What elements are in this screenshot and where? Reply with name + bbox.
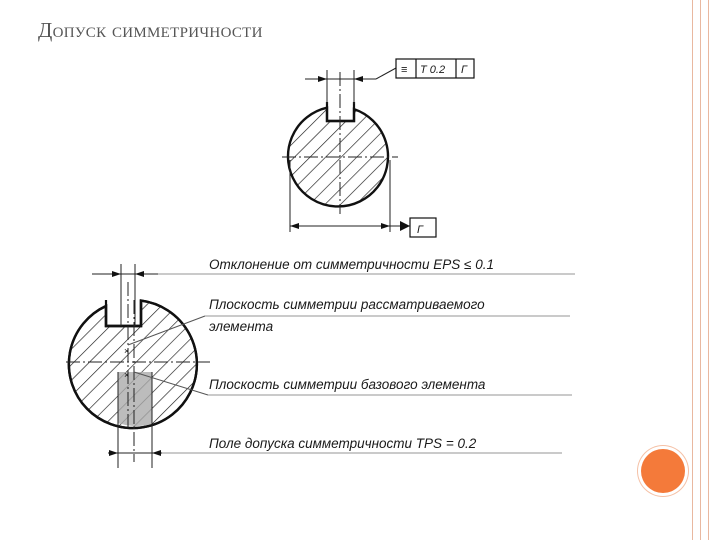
bottom-key-arrow-left	[112, 271, 121, 277]
top-key-arrow-right	[354, 76, 363, 82]
zone-arrow-right	[152, 450, 161, 456]
label-datum-plane: Плоскость симметрии базового элемента	[209, 377, 486, 392]
cross-mark-lower: ×	[124, 370, 130, 380]
top-diagram	[282, 59, 474, 237]
label-feature-plane-1: Плоскость симметрии рассматриваемого	[209, 297, 485, 312]
bottom-key-arrow-right	[135, 271, 144, 277]
top-key-arrow-left	[318, 76, 327, 82]
feature-control-frame	[396, 59, 474, 78]
zone-arrow-left	[109, 450, 118, 456]
bottom-diagram	[66, 257, 575, 468]
label-deviation: Отклонение от симметричности EPS ≤ 0.1	[209, 257, 494, 272]
accent-dot	[641, 449, 685, 493]
slide-title: Допуск симметричности	[38, 18, 263, 42]
tolerance-zone-under	[118, 372, 152, 432]
top-dia-arrow-left	[290, 223, 299, 229]
datum-letter: Г	[417, 224, 423, 236]
frame-tolerance: T 0.2	[420, 64, 446, 76]
label-feature-plane-2: элемента	[209, 319, 274, 334]
frame-symbol: ≡	[401, 64, 408, 76]
label-tolerance-zone: Поле допуска симметричности TPS = 0.2	[209, 436, 477, 451]
top-dia-arrow-right	[381, 223, 390, 229]
top-datum-triangle	[400, 221, 410, 231]
datum-box	[410, 218, 436, 237]
cross-mark-upper: ×	[124, 346, 130, 356]
frame-datum: Г	[461, 64, 467, 76]
top-leader-to-frame	[376, 68, 396, 79]
bottom-keyway	[106, 300, 141, 326]
